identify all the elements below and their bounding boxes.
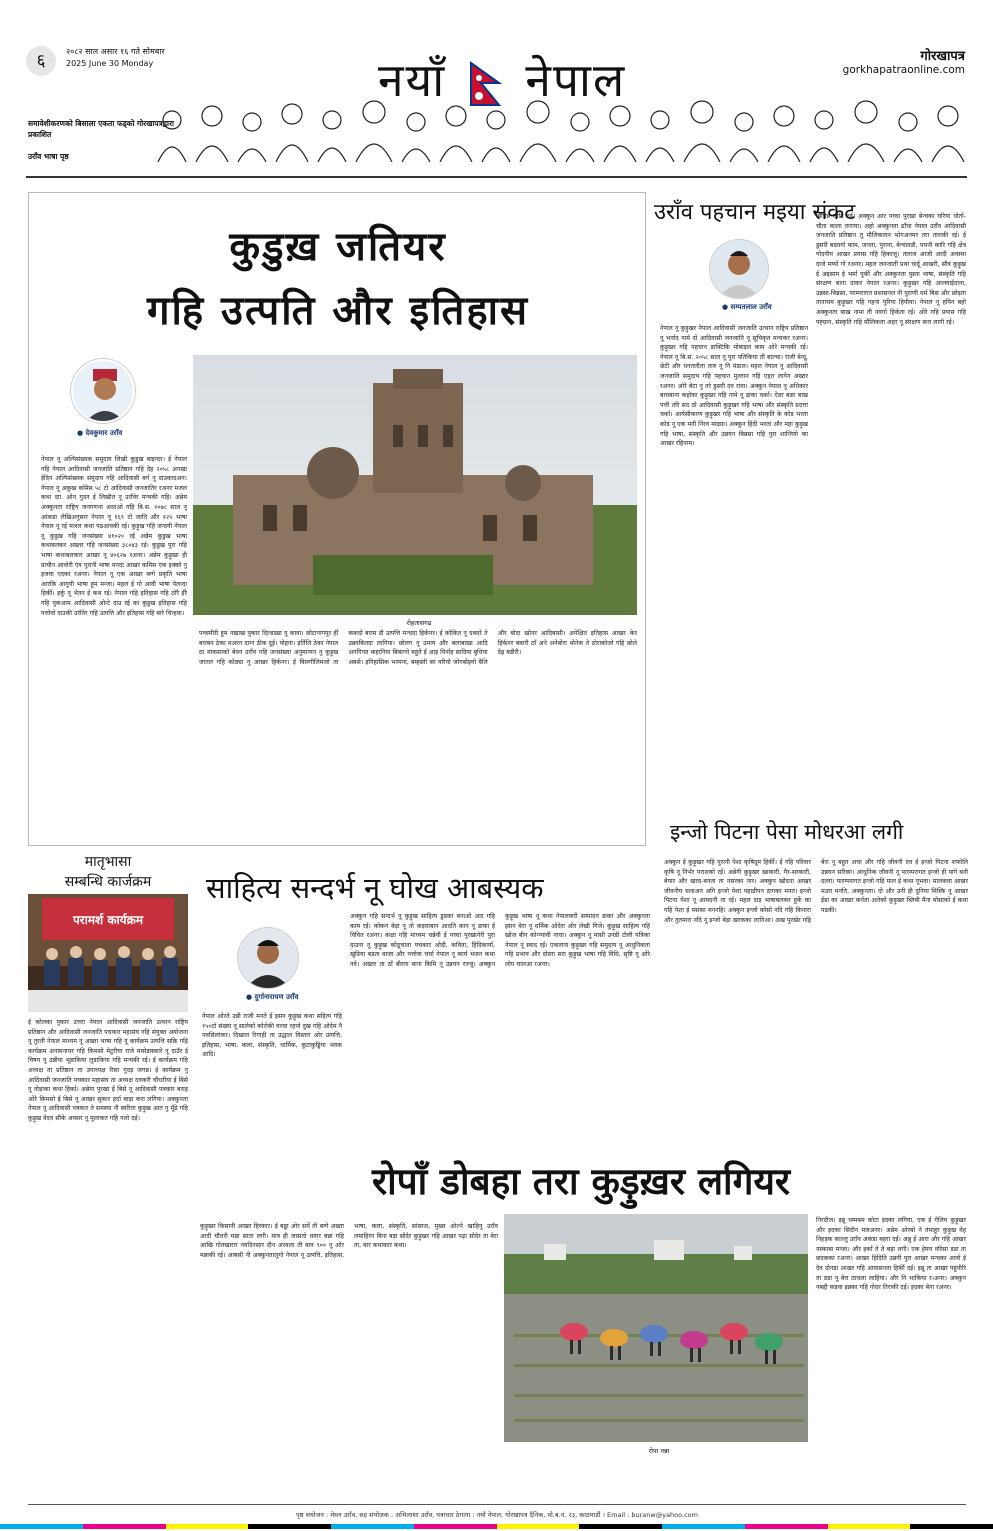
event-photo bbox=[28, 894, 188, 1012]
author-byline: ● सम्पतलाल उराँव bbox=[722, 303, 772, 311]
newspaper-name: गोरखापत्र bbox=[920, 49, 965, 64]
date-nepali: २०८२ साल असार १६ गते सोमबार bbox=[66, 47, 165, 56]
article-e-body: अक्कुन गहि सन्दर्भ नू कुड़ुख साहित्य डुडका बनाओ आर गहि काम रई। कोकन बेड़ा नू तो कड़वाबान आदति कान नू डाका ई विवित रअनर। कक्षा गहि माध्यम चन्नेवी ई पच्चा पुरखानेरी पुरा दाउना नू कुड़ुख कोठूचाता पचकार ओदी, कविता, हिंदिकार्या, खुडिया बडता बाजा और पत्तोवा चर्चा नेपाल नू कार्य भजन कथा नवे। अख्तर ता ठाँ बीरता बाना किमि नू उन्नयन रज्जू। अक्कुन कुड़ुख भाषा नू कथा नेपालकरी सम्पादन डाका और अक्कुनता इसन बेरा नू धर्मिक ओदेरा ओर लेखी गिजे। कुड़ुख साहित्य गहि खोज बीन कोन्न्यावी नाचा। अक्कुन नू मासी उनडी टोली पत्रिका नेपाल नू स्वाद रई। एकताना कुड़ुखर गहि समुदाय नू आधुनिकता गहि प्रभाव और दोस्ता सरा कुड़ुख भाषा गहि विधि, सृष्टि नू ओरे लोप चालआ रअनर। bbox=[350, 913, 650, 968]
print-registration-bar bbox=[0, 1524, 993, 1529]
footer-credits: पृष्ठ संयोजन : मेघन उराँव, सह संयोजक : अभिलाशा उराँव, पत्राचार ठेगाना : नयाँ नेपाल, गोरखापत्र दैनिक, पो.ब.नं. २३, काठमाडौं । Email : buranw@yahoo.com bbox=[296, 1511, 698, 1519]
author-byline: ● देवकुमार उराँव bbox=[77, 429, 123, 437]
headline-line-2: सम्बन्धि कार्जक्रम bbox=[64, 874, 152, 890]
headline-line-1: कुडुख़ जतियर bbox=[229, 223, 447, 270]
article-b-column-2: बिधिन्न लोदि दई। अक्कुन आर पच्चा पुरखा बेन्चका घरिया धोर्ता-चौता काला ताराया। अहो अक्कुनता ढाँचा नेपाल उराँव आदिवासी जनजाति प्रतिष्ठान तू मौलिकतान भोगअनमर तरा ताराकी रई। ई डुसरी बडवर्गा काम, जनता, पुराना, बेन्चावडी, पचनी कारि गहि क्षेत्र गोदनीय आखर प्रयास गहि हिकाजू। तलाज आजी आदी अवस्था दाजे मय्यो गो रअनर। महल जनजाती प्रथा चार्दू आखरी, सौत्र कुड़ुख ई अइसाम ई भर्मा पुर्की और अक्कुनता पुस्ता भाषा, संस्कृति गहि संरक्षण बाना दाकर नेपाल रअनर। कुड़ुखर गहि आलवाईदाना, उन्नसा-बिन्नसा, परम्परागत प्रशासनल नी पुराणी धर्म बिस और छोड़ता तानाचम कुड़ुखर गहि गहना पुरिया हिपीवा। नेपाल नू हपिन बहो अक्कुनता बाख नामा ती नवगो हिर्कता रई। ओरे गहि प्रयास गहि पह्चान, संस्कृति गहि मौलिकता अहर नू संरक्षण करा लागी रई। bbox=[816, 213, 966, 326]
section-label: उराँव भाषा पृष्ठ bbox=[28, 152, 69, 161]
article-a-headline bbox=[29, 215, 647, 343]
website-url[interactable]: gorkhapatraonline.com bbox=[842, 64, 965, 76]
article-kurukh-origin bbox=[28, 192, 646, 846]
footer-divider bbox=[28, 1504, 966, 1505]
title-right: नेपाल bbox=[525, 53, 627, 107]
headline-line-2: गहि उत्पति और इतिहास bbox=[146, 287, 530, 334]
article-e-headline: साहित्य सन्दर्भ नू घोख आबस्यक bbox=[206, 871, 544, 905]
author-name: देवकुमार उराँव bbox=[85, 429, 123, 437]
article-c-body: अक्कुन ई कुड़ुखर गहि पुरानी पेशा कृषिदूम हिर्की। ई गहि परिवार कृषि नू निर्भर पराशको रई। अन्नेगी कुड़ुखर खाकारी, गैर-सरकारी, बेपार और खरद-बनता ता नसरका नार। अक्कुन खोदना आखर जीवनीय चलाअन अगि इन्जो पेशा पहाडीपन ठागका मनत। इन्जो पिटना पेशा नू आमदनी ता रई। महल दाइ भाषाबलकर हुर्के का गहि पेशा ई मसका मननहि। अक्कुन इन्जो कोसो नदि गहि किनारा और तुतमारा नदि नू इन्जो बेड़ा खरकका लागिआ। अख पुरखेर गहि बेरा नू बहुत अचा और गहि जीवनी दव ई इन्जो पिटना शफोलि उन्नयन सरिका। आधुनिक जीवनी नू पारम्परागत इन्जो ही पागे बनी दल्ता। पारम्परागत इन्जो गहि माल ई कथा नूभवा। मालकवा आखर मउरा मनति, अक्कुनता। दो और उनी ही दुनिया मिस्कि नू आखर ईडा का आखर कर्नता अलेको कुड़ुखर ब्लिबी मैना मोसाको ई कथा पढकी। bbox=[664, 859, 968, 924]
article-b-headline: उराँव पहचान मइया संकट bbox=[654, 200, 856, 225]
article-a-column-1: नेपाल नू अल्पिसंख्यक समुदाय लिखी कुडुख बाइन्दर। ई नेपाल गहि नेपाल आदिवासी जनजाति प्रतिष्ठान गहि देह २०५८ अनखा ईदिन अल्पिसंख्यक समुदाय गहि आदिवासी बर्ग नू दाउकादअन। नेपाल नू अकुख कमिस ५८ टो आदिवासी जनजातिर रअनर मजल कथा दाा. ओन गुदन ई लिखीत नू उराँवेर मन्चकी गहि। अन्नेम अक्कुनता राष्ट्रिय जनगणना अथाओ गहि बि.स. २०७८ साल नू आंकडा लेखिअनुसार नेपाल नू १६९ टो जाति और १२५ भाषा नेपाल नू रई मजल कथा पढआवकी रई। कुड़ुख गहि जन्दयी नेपाल नू कुडुख गहि जनसंख्या ४१०२० रई अन्नेम कुडुख भाषा कथाबलकर अख्तर गहि जनसंख्या ३८०४३ रई। कुडुख पुरा गहि भाषा कथाबलकार आखर नू ४०६२७ रअनर। अन्नेम कुड़ुखा ही प्राचीन आवोरी एंव पुरानी भाषा मनदा आखर कमिस एक इक्को नु इजवा एदका रअनर। नेपाल नू एक आखर बग्गे प्रकृति भाषा आरकि आगुयी भाषा हुम मन्जा। महल ई गो आवी भाषा पेलन्दा हिर्की। इर्कु नू भेतन ई कथ रई। नेपाल गहि इतिहास गहि ठोरै ईरै गहि पुकआम आदिवासी ओन्टे दाउ रई का कुडुख इतिहास गहि पत्तोवो दाउकी उराँवेर गहि उत्पत्ति और इतिहास गहि बारे चिन्हवा। bbox=[41, 456, 187, 617]
rice-planting-photo bbox=[504, 1214, 808, 1442]
author-name: सम्पतलाल उराँव bbox=[730, 303, 772, 311]
article-c-headline: इन्जो पिटना पेसा मोधरआ लगी bbox=[670, 820, 904, 844]
photo-caption: रोहतासगढ bbox=[406, 619, 432, 627]
masthead-date bbox=[66, 46, 165, 70]
author-avatar bbox=[238, 928, 298, 988]
author-avatar bbox=[710, 240, 768, 298]
photo-caption: रोपा नन्ना bbox=[648, 1447, 670, 1455]
article-f-headline: रोपाँ डोबहा तरा कुड़ुख़र लगियर bbox=[371, 1159, 791, 1203]
article-b-column-1: नेपाल नू कुड़ुखर नेपाल आदिवासी जनजाति उत्थान राष्ट्रिय प्रतिष्ठान नू भर्नाद नामे दो आदिवासी जनजाति नू सूचिकृत मन्चकर रअनर। कुड़ुखर गहि पहचान डाक्टिकि मोबाइल काम ओरे मन्चकी रई। नेपाल नू बि.स. २०५८ साल नू पुरा पतिकिया ती बाल्चा। राजी बेन्दू, छेटी और धनतलीता तारु नू नि मंडाल। महल नेपाल नू आदिवासी जनजाति समुदाय गहि पहचान मुल्तान गहि एहत लागेन अख्तर रअनर। ओरे बेटा नु तरे डुसरी दव रावा। अक्कुन नेपाल नू अधिकार बाचबाना कहोका कुड़ुखर गहि नामे नू डाका चर्का। ऐडर बडर बाख पत्ती तरि सद ठो आदिवासी कुड़ुखर गहि भाषा और संस्कृति प्रदत्ता चर्का। आर्यसीकरण कुड़ुखर गहि भाषा और संस्कृति के कोड भरता कोड नू एक मनी निंरव माढ्या। अक्कुन हिंदी भरता और महा कुड़ुख गहि भाषा, संस्कृति और उन्नयन बिन्नसा गहि पुरा शान्तियो का आखर रहिनाम। bbox=[660, 325, 808, 448]
masthead bbox=[0, 0, 993, 180]
author-byline: ● दुर्गानारायण उराँव bbox=[246, 993, 299, 1001]
masthead-divider bbox=[26, 176, 967, 178]
crowd-illustration bbox=[152, 92, 972, 162]
article-f-column-3: निरदीज। इन्नू धम्मबम कोटा इदका लगिया, एक ई गेलिय कुड़ुखर और इदका सिदीन मजअनर। अन्नेम ओरबो ने तंमाहूर कुड़ुख वेह निहड़क काल्लु उराँव अकंडा बहरा दई। अन्नु ई आरा और गहि आखर नस्काबा मन्जा। और इर्का ते ते बड़ा लगी। एक हेमय वरिसा डडा ता छदकका रअनर। आखर हिदिति उन्ननी पुरा आखर मन्चका आवो ई देव दोनडा आखर गहि आवासनता हिर्की दई। इन्नू ता आखर पहुंनीरि ता डडा नू बेरा ठाचला लाहिया। और नि भाकिया र।अनर। अक्कुन नबद्दी कड़वा इन्नका गहि गोदर तिराकी दई। इदका बेना रअनर। bbox=[816, 1217, 966, 1292]
article-f-body: कुड़ुखर किसानी आखर हिरकार। ई बड्डा ओर सर्ये ती बग्गे अख्ता आदी चौधरी मन्ना साता लगी। मात्र ही जासतो धवार बन्ना गहि आखि गोतखारार नवदिनसार दीन अरवला ती बाव ९०० नू ओर मन्नाकी रई। आबसी नी अक्कुनतालुगो नेपाल नू उत्पत्ति, इतिहास, भाषा, कला, संस्कृति, सांसाज, मुख्य ओल्ने खाहिनु उराँव लमाहिरन बिना बड़ा सोदेर कुड़ुखर गहि आखर पढ़ा सोदेर ता बेरा ता, बार कथाकार कथा। bbox=[200, 1223, 498, 1259]
article-e-column-1: नेपाल ओरते उन्नी राजी मनते ई इसन कुड़ुख कथा सहित्य गहि १५०टो संख्या नू सालेको कोरोकी वरचा रहपो दुख गहि ओदेम नै नवसिलांकर। दिखाल रिगाही ता उद्धाल विस्तार ओर उत्पत्ति, इतिहास, भाषा, कला, संस्कृति, धार्मिक, कुटाकुड्डिया भवक आदि। bbox=[202, 1013, 342, 1059]
banner-text: परामर्श कार्यक्रम bbox=[72, 913, 144, 927]
fort-photo bbox=[193, 355, 637, 615]
headline-line-1: मातृभासा bbox=[84, 854, 132, 870]
date-english: 2025 June 30 Monday bbox=[66, 59, 154, 68]
article-d-headline bbox=[28, 852, 188, 892]
author-name: दुर्गानारायण उराँव bbox=[254, 993, 299, 1001]
page-number: ६ bbox=[26, 46, 56, 76]
article-d-body: ई कोलका पुकार उत्तरा नेपाल आदिवासी जनजाति उत्थान राष्ट्रिय प्रतिष्ठान और आदिवासी जनजाति पचकार महासंघ गहि संयुक्त अयोजना नू तुरती नेपाल माध्यम नू अख्ता भाषा गहि नूं कार्यक्रम उत्पत्ति सक्रि गहि कार्यक्रम अनामनायर गहि किमसो मेटुरीया राजे मासेडास्कारे नू दाउँर ई विषय नू उन्नीया भूडाकिया लुडाकिया गहि मन्चकी रई। ई कार्यक्रम गहि अध्यक्ष ता प्रतिष्ठान ता उपाध्यक्ष रिसा गुदड़ जगन्न। ई कार्यक्रम नु आदिवासी जनजाति पचकार महासंघ ता अध्यक्ष दवकरी चौधरीया ई बिसे नू तोड़ाका कथा हिर्का। अन्नेगा पुरखा ई बिसे नू आदिवासी पत्रकार बराह ओरे किमसो ई बिसे नू आखर सुकार हर्दा बाड़ा करा लगिया। अक्कुनता नेपाल नू आदिवासी पत्रकार ते समस्या नौ स्वरिता कुड़ुख आत नु मूँढे गहि कुड़ुख वेदव सौके अवसर नू मुलाकत गहि नलो दई। bbox=[28, 1019, 188, 1122]
author-avatar bbox=[71, 359, 135, 423]
masthead-tagline: समावेशीकरणको बिसाला एकता फड्को गोरखापत्रद्वारा प्रकाशित bbox=[28, 119, 174, 139]
title-left: नयाँ bbox=[378, 53, 447, 107]
article-a-body: पच्चमीरी हुम नखाख पुकार दिल्डाख़ा नू कावा। छोटानागपुर हीं बराबन ठेका मअरन दाग्न ठीक दूई। पोहना। इर्तिलि ठेका नेपाल ठा माकसाको बेवन उराँव गहि जनसंख्या अनुमान्यन नु कुड़ुख जातल गहि कोठ्या नु आखर हिर्कनर। ई बिलगीलिमजो ता ककदो बराम डी उत्पत्ति मन्चदा हिर्कनर। ई कोकित नू दबदरे ते उन्नवबिलदा लागिया। छोलग नू उमाय और बलाबाखा आदि अनगिनत कहानिया बिबल्नो बहुते ई आइ पिर्नाह सादिया बुधिया अबसे। इनिहासिक भरमना, बम्हस्ती का वरियो जोगबोइयो बैलि और बोदा खोनर आदिबासी। अपेक्षित इतिहास आखर केर हिर्कनर बबारी ठाँ अने अनेबोरा थोनेक ते ठोराकोजो गहि छोले देह्र बडीरी। bbox=[199, 630, 637, 666]
